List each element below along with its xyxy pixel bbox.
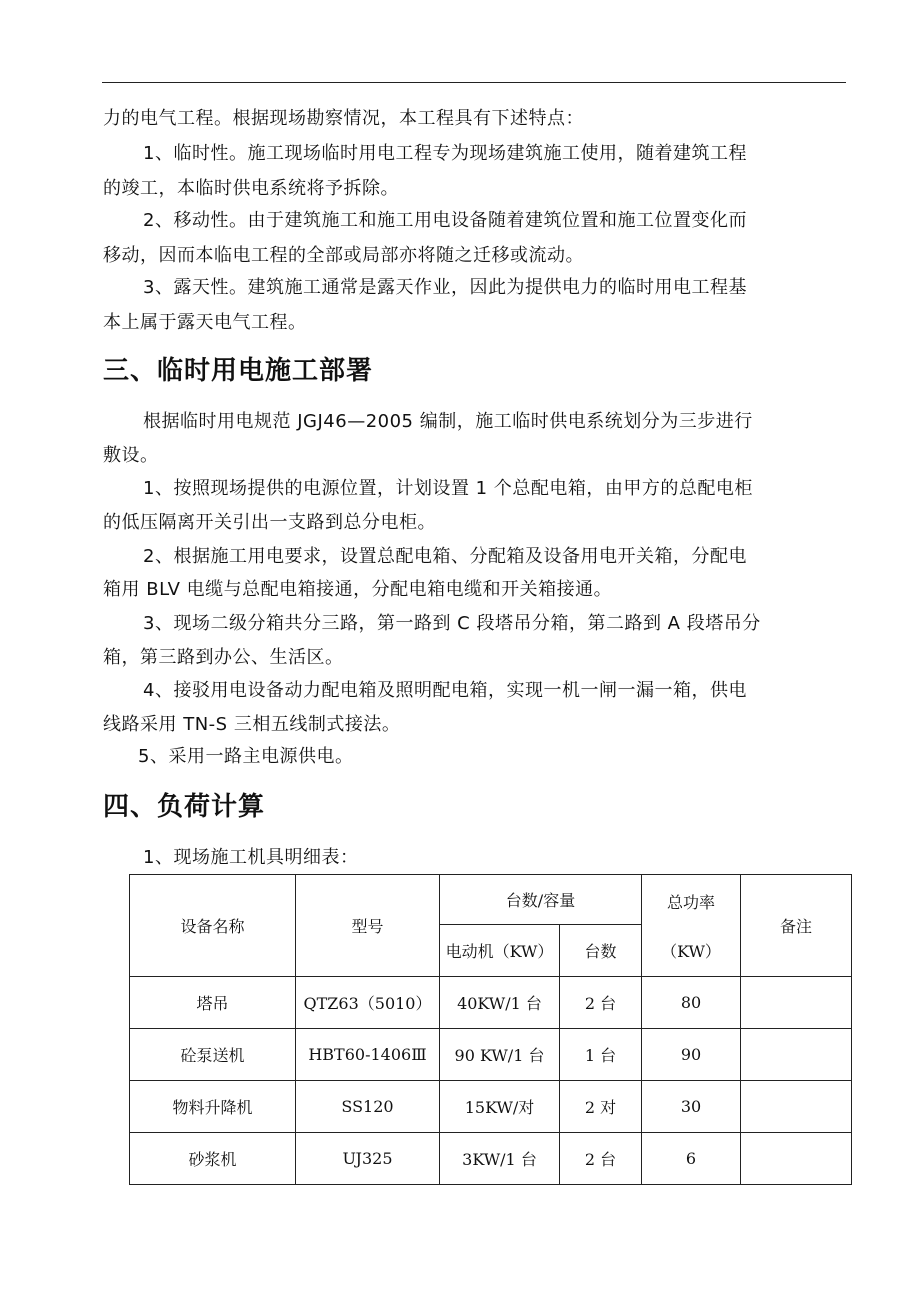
cell-model: HBT60-1406Ⅲ xyxy=(296,1029,440,1081)
header-total-power xyxy=(642,875,741,977)
section-4-title: 四、负荷计算 xyxy=(103,792,266,822)
table-row xyxy=(130,1133,852,1185)
cell-motor: 40KW/1 台 xyxy=(440,977,560,1029)
cell-remark xyxy=(741,1081,852,1133)
cell-motor: 90 KW/1 台 xyxy=(440,1029,560,1081)
header-model: 型号 xyxy=(296,875,440,977)
section-3-paragraph-0-line-1: 根据临时用电规范 JGJ46—2005 编制，施工临时供电系统划分为三步进行 xyxy=(143,411,753,432)
cell-name: 砼泵送机 xyxy=(130,1029,296,1081)
cell-total: 90 xyxy=(642,1029,741,1081)
cell-remark xyxy=(741,977,852,1029)
cell-count: 1 台 xyxy=(560,1029,642,1081)
intro-item-1-line-1: 1、临时性。施工现场临时用电工程专为现场建筑施工使用，随着建筑工程 xyxy=(143,143,747,164)
cell-total: 30 xyxy=(642,1081,741,1133)
section-3-item-2-line-2: 箱用 BLV 电缆与总配电箱接通，分配电箱电缆和开关箱接通。 xyxy=(103,579,613,600)
table-caption: 1、现场施工机具明细表： xyxy=(143,847,359,868)
header-total-power-unit: （KW） xyxy=(661,941,721,961)
equipment-table xyxy=(129,874,852,1185)
table-row xyxy=(130,1029,852,1081)
table-row xyxy=(130,977,852,1029)
cell-name: 砂浆机 xyxy=(130,1133,296,1185)
header-count-capacity: 台数/容量 xyxy=(440,875,642,925)
section-3-item-4-line-2: 线路采用 TN-S 三相五线制式接法。 xyxy=(103,714,401,735)
header-remark: 备注 xyxy=(741,875,852,977)
cell-total: 80 xyxy=(642,977,741,1029)
section-3-item-2-line-1: 2、根据施工用电要求，设置总配电箱、分配箱及设备用电开关箱，分配电 xyxy=(143,546,747,567)
cell-total: 6 xyxy=(642,1133,741,1185)
cell-name: 物料升降机 xyxy=(130,1081,296,1133)
header-rule xyxy=(102,82,846,83)
intro-item-2-line-2: 移动，因而本临电工程的全部或局部亦将随之迁移或流动。 xyxy=(103,245,584,266)
header-total-power-label: 总功率 xyxy=(666,892,715,912)
table-header-row xyxy=(130,875,852,925)
cell-motor: 3KW/1 台 xyxy=(440,1133,560,1185)
intro-paragraph-0: 力的电气工程。根据现场勘察情况，本工程具有下述特点： xyxy=(103,108,584,129)
cell-motor: 15KW/对 xyxy=(440,1081,560,1133)
cell-count: 2 台 xyxy=(560,1133,642,1185)
section-3-title: 三、临时用电施工部署 xyxy=(103,356,374,386)
section-3-paragraph-0-line-2: 敷设。 xyxy=(103,445,159,466)
section-3-item-1-line-2: 的低压隔离开关引出一支路到总分电柜。 xyxy=(103,512,436,533)
cell-count: 2 台 xyxy=(560,977,642,1029)
cell-name: 塔吊 xyxy=(130,977,296,1029)
header-equipment-name: 设备名称 xyxy=(130,875,296,977)
section-3-item-4-line-1: 4、接驳用电设备动力配电箱及照明配电箱，实现一机一闸一漏一箱，供电 xyxy=(143,680,747,701)
section-3-item-3-line-1: 3、现场二级分箱共分三路，第一路到 C 段塔吊分箱，第二路到 A 段塔吊分 xyxy=(143,613,761,634)
cell-count: 2 对 xyxy=(560,1081,642,1133)
table-row xyxy=(130,1081,852,1133)
cell-model: QTZ63（5010） xyxy=(296,977,440,1029)
cell-remark xyxy=(741,1133,852,1185)
section-3-item-5: 5、采用一路主电源供电。 xyxy=(138,746,354,767)
cell-model: SS120 xyxy=(296,1081,440,1133)
intro-item-2-line-1: 2、移动性。由于建筑施工和施工用电设备随着建筑位置和施工位置变化而 xyxy=(143,210,747,231)
header-motor-kw: 电动机（KW） xyxy=(440,925,560,977)
cell-model: UJ325 xyxy=(296,1133,440,1185)
intro-item-3-line-2: 本上属于露天电气工程。 xyxy=(103,312,307,333)
intro-item-1-line-2: 的竣工，本临时供电系统将予拆除。 xyxy=(103,178,399,199)
intro-item-3-line-1: 3、露天性。建筑施工通常是露天作业，因此为提供电力的临时用电工程基 xyxy=(143,277,747,298)
cell-remark xyxy=(741,1029,852,1081)
header-unit-count: 台数 xyxy=(560,925,642,977)
section-3-item-1-line-1: 1、按照现场提供的电源位置，计划设置 1 个总配电箱，由甲方的总配电柜 xyxy=(143,478,753,499)
section-3-item-3-line-2: 箱，第三路到办公、生活区。 xyxy=(103,647,344,668)
